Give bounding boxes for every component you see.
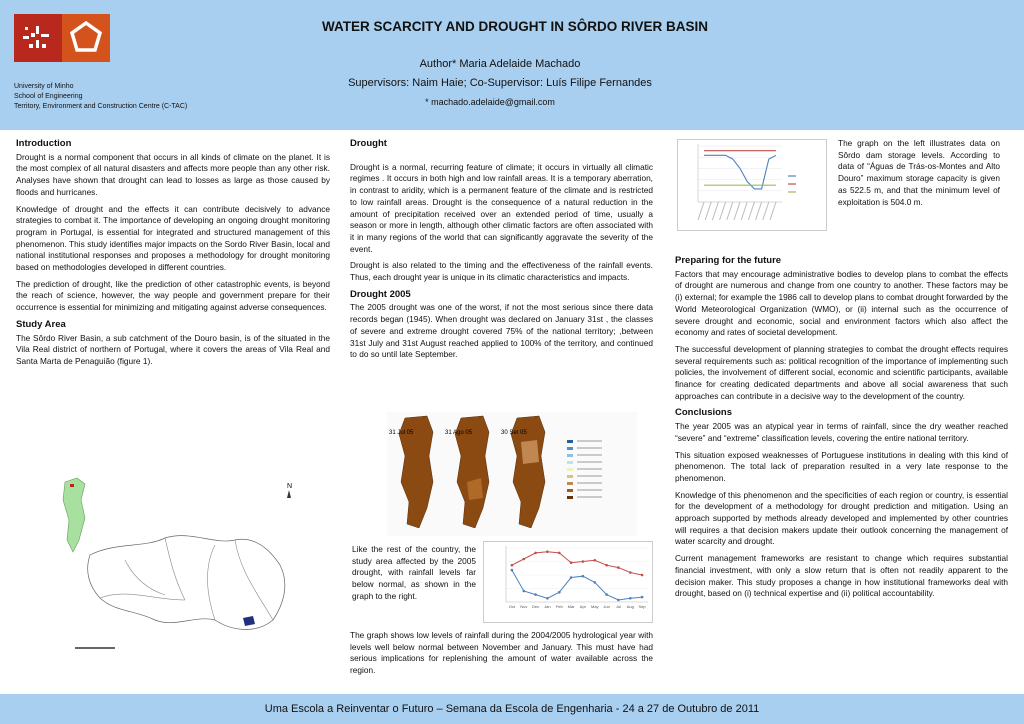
section-heading: Study Area [16, 318, 66, 330]
email-line: * machado.adelaide@gmail.com [425, 97, 555, 107]
data-point [534, 593, 537, 596]
study-area-map [55, 470, 325, 660]
x-tick-label: Mar [567, 604, 575, 609]
x-tick-label: Aug [626, 604, 634, 609]
data-point [617, 566, 620, 569]
tick-mark [698, 202, 704, 220]
author-line: Author* Maria Adelaide Machado [419, 58, 581, 70]
paragraph: Factors that may encourage administrative bodies to develop plans to combat the effects of drought are numerous and change from one country to another. These factors may be (i) external; for example the 1986 call to develop plans to combat drought forwarded by the World Meteorological Organization (WMO), or (ii) internal such as the occurrence of severe drought and economic, social and environment factors which also affect the economy and rates of societal development. [675, 268, 1008, 338]
x-tick-label: Feb [555, 604, 563, 609]
data-point [617, 599, 620, 602]
footer-band [0, 694, 1024, 724]
paragraph: Knowledge of this phenomenon and the specificities of each region or country, is essential for the development of a methodology for drought prediction and mitigation. Using an approach supported by methods already developed and implemented by other countries will requires a that decision makers update their outlook concerning the management of water scarcity and drought. [675, 489, 1008, 547]
data-point [605, 564, 608, 567]
data-point [582, 560, 585, 563]
column-3 [675, 255, 1008, 605]
paragraph: The graph on the left illustrates data on Sôrdo dam storage levels. According to data of “Águas de Trás-os-Montes and Alto Douro” maximum storage capacity is given as 522.5 m, and that the minimum level of exploitation is 504.0 m. [838, 138, 1000, 207]
x-tick-label: Jan [544, 604, 551, 609]
tick-mark [727, 202, 733, 220]
tick-mark [712, 202, 718, 220]
section-heading: Preparing for the future [675, 255, 782, 266]
section-heading: Conclusions [675, 407, 733, 419]
section-heading: Drought [350, 138, 387, 149]
map-label: 31 Jul 05 [389, 430, 414, 436]
institution-block [14, 82, 187, 112]
engineering-school-logo [62, 14, 110, 62]
graph-description [838, 138, 1000, 213]
dam-storage-chart [677, 139, 827, 231]
x-tick-label: May [591, 604, 599, 609]
paragraph: The year 2005 was an atypical year in terms of rainfall, since the dry weather reached “severe” and “extreme” classification levels, covering the entire national territory. [675, 421, 1008, 443]
data-point [523, 590, 526, 593]
tick-mark [748, 202, 754, 220]
university-logo [14, 14, 62, 62]
tick-mark [763, 202, 769, 220]
x-tick-label: Dec [532, 604, 540, 609]
data-point [594, 559, 597, 562]
map-label: 31 Ago 05 [445, 430, 473, 436]
series-line [704, 155, 776, 189]
data-point [534, 552, 537, 555]
university-emblem-icon [14, 14, 62, 62]
paragraph: Drought is a normal, recurring feature of climate; it occurs in virtually all climatic regimes . It occurs in both high and low rainfall areas. It is a temporary aberration, in contrast to aridity, which is a permanent feature of the climate and is restricted to low rainfall areas. Drought is the consequence of a natural reduction in the amount of precipitation received over an extended period of time, usually a season or more in length, although other climatic factors are often associated with it in many regions of the world that can significantly aggravate the severity of the event. [350, 161, 653, 254]
data-point [558, 591, 561, 594]
paragraph: Drought is a normal component that occurs in all kinds of climate on the planet. It is the most complex of all natural disasters and affects more people than any other risk. Analyses have shown that drought can lead to losses as large as those caused by floods and hurricanes. [16, 151, 330, 197]
supervisors-line: Supervisors: Naim Haie; Co-Supervisor: Luís Filipe Fernandes [348, 77, 652, 89]
column-2 [350, 138, 653, 366]
data-point [594, 581, 597, 584]
map-label: 30 Set 05 [501, 430, 527, 436]
section-heading: Introduction [16, 138, 72, 149]
x-tick-label: Oct [508, 604, 516, 609]
x-tick-label: Jun [603, 604, 610, 609]
institution-line: University of Minho [14, 83, 74, 90]
rainfall-chart [483, 541, 653, 623]
data-point [511, 569, 514, 572]
drought-maps-figure [387, 412, 637, 536]
institution-line: Territory, Environment and Construction Centre (C-TAC) [14, 103, 188, 110]
x-tick-label: Nov [520, 604, 528, 609]
institution-line: School of Engineering [14, 93, 83, 100]
x-tick-label: Sep [638, 604, 646, 609]
data-point [605, 593, 608, 596]
rainfall-chart-svg [484, 542, 652, 622]
dam-chart-legend [788, 176, 796, 192]
header-band [0, 0, 1024, 130]
tick-mark [720, 202, 726, 220]
paragraph: This situation exposed weaknesses of Portuguese institutions in dealing with this kind of phenomenon. The total lack of preparation resulted in a very late response to the phenomenon. [675, 449, 1008, 483]
data-point [641, 596, 644, 599]
paragraph: Current management frameworks are resistant to change which requires substantial financial investment, with only a slow return that is often not readily apparent to the decision maker. This study proposes a change in how institutional frameworks deal with drought, based on (i) technical expertise and (ii) political accountability. [675, 553, 1008, 599]
data-point [546, 597, 549, 600]
drought-maps-svg [387, 412, 637, 536]
basin-map-figure [55, 470, 325, 660]
column-1 [16, 138, 330, 373]
rainfall-note: Like the rest of the country, the study area affected by the 2005 drought, with rainfall levels far below normal, as shown in the graph to the right. [352, 544, 476, 601]
tick-mark [741, 202, 747, 220]
pentagon-icon [62, 14, 110, 62]
data-point [558, 552, 561, 555]
paragraph: The successful development of planning strategies to combat the drought effects requires several requirements such as: political recognition of the importance of implementing such policies, the involvement of different social, economic and scientific participants, available finance for creating dedicated departments and above all social awareness that such approaches can contribute in a decisive way to the development of the country. [675, 343, 1008, 401]
svg-text:N: N [287, 483, 293, 490]
paragraph: The 2005 drought was one of the worst, if not the most serious since there data records began (1945). When drought was declared on January 31st , the classes of severe and extreme drought covered 75% of the national territory; ,between 31st July and 31st August reached applied to 100% of the territory, and continued to do so until late September. [350, 302, 653, 360]
x-tick-label: Apr [579, 604, 587, 609]
rainfall-paragraph: The graph shows low levels of rainfall during the 2004/2005 hydrological year with levels well below normal between November and January. This must have had serious implications for replenishing the amount of water available across the region. [350, 630, 653, 676]
x-tick-label: Jul [615, 604, 621, 609]
paragraph: The Sôrdo River Basin, a sub catchment of the Douro basin, is of the situated in the Vila Real district of northern of Portugal, where it covers the areas of Vila Real and Santa Marta de Penaguião (figure 1). [16, 332, 330, 366]
data-point [641, 574, 644, 577]
data-point [511, 564, 514, 567]
data-point [570, 561, 573, 564]
tick-mark [770, 202, 776, 220]
section-heading: Drought 2005 [350, 288, 411, 300]
data-point [523, 558, 526, 561]
data-point [570, 576, 573, 579]
data-point [629, 597, 632, 600]
data-point [546, 550, 549, 553]
series-line [512, 570, 642, 600]
paragraph: The prediction of drought, like the prediction of other catastrophic events, is beyond the reach of science, however, the way people and government prepare for their occurrence is essential for minimizing and mitigating against adverse consequences. [16, 278, 330, 313]
poster-title: WATER SCARCITY AND DROUGHT IN SÔRDO RIVER BASIN [321, 19, 708, 34]
data-point [629, 571, 632, 574]
footer-text: Uma Escola a Reinventar o Futuro – Semana da Escola de Engenharia - 24 a 27 de Outubro de 2011 [264, 703, 760, 715]
dam-storage-chart-svg [678, 140, 826, 230]
map-legend [567, 440, 602, 499]
data-point [582, 575, 585, 578]
paragraph: Drought is also related to the timing and the effectiveness of the rainfall events. Thus, each drought year is unique in its climatic characteristics and impacts. [350, 260, 653, 283]
tick-mark [756, 202, 762, 220]
series-line [512, 552, 642, 575]
tick-mark [705, 202, 711, 220]
paragraph: Knowledge of drought and the effects it can contribute decisively to advance strategies to combat it. The importance of developing an ongoing drought monitoring program in Portugal, is essential for integrated and structured management of this phenomenon. This study identifies major impacts on the Sordo River Basin, local and national institutional responses and proposes a methodology for drought monitoring based on methodologies developed in different countries. [16, 203, 330, 273]
tick-mark [734, 202, 740, 220]
